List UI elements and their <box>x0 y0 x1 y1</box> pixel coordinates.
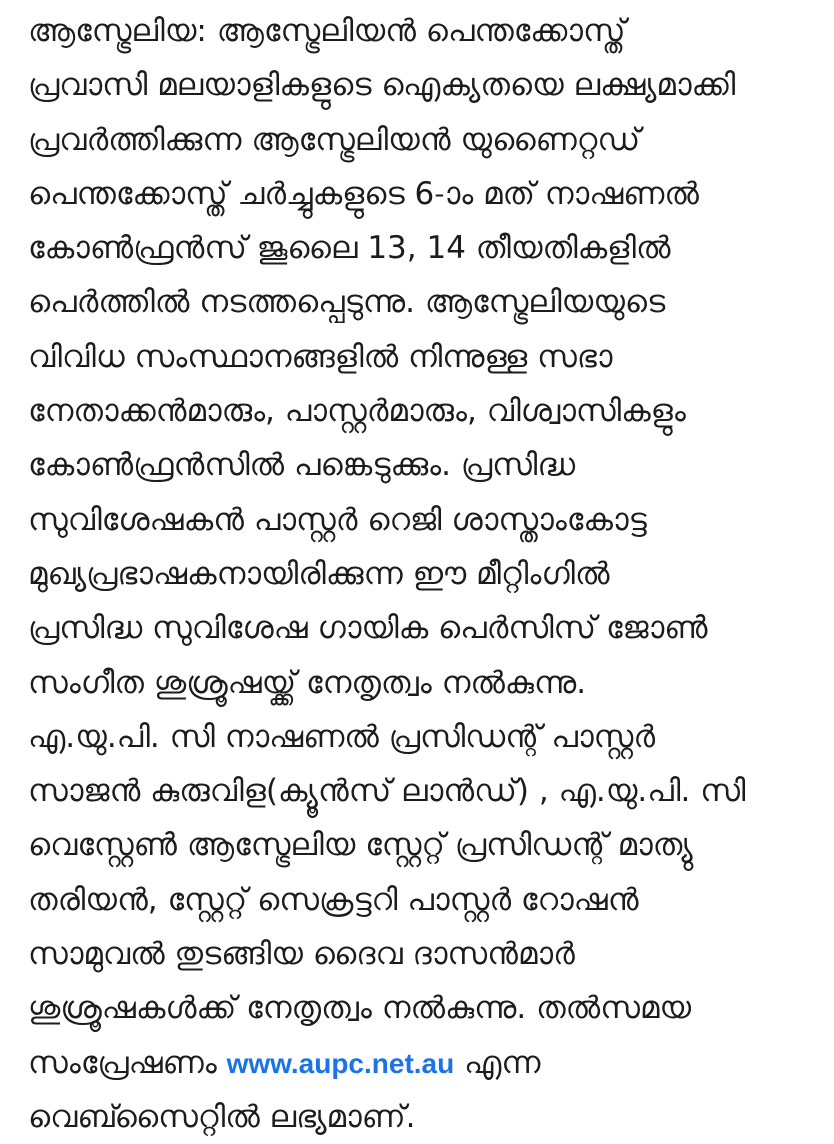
text-line: സാമുവൽ തുടങ്ങിയ ദൈവ ദാസൻമാർ <box>28 936 575 973</box>
broadcast-line <box>28 1036 828 1090</box>
text-line: പ്രസിദ്ധ സുവിശേഷ ഗായിക പെർസിസ് ജോൺ <box>28 610 708 647</box>
text-line: പെർത്തിൽ നടത്തപ്പെടുന്നു. ആസ്ട്രേലിയയുടെ <box>28 284 666 321</box>
text-line: ശുശ്രൂഷകൾക്ക് നേതൃത്വം നൽകുന്നു. തൽസമയ <box>28 990 692 1027</box>
text-line: വെബ്സൈറ്റിൽ ലഭ്യമാണ്. <box>28 1098 416 1135</box>
text-line: സംഗീത ശുശ്രൂഷയ്ക്ക് നേതൃത്വം നൽകുന്നു. <box>28 664 587 701</box>
text-line: തരിയൻ, സ്റ്റേറ്റ് സെക്രട്ടറി പാസ്റ്റർ റോഷൻ <box>28 881 639 918</box>
text-line: എ.യു.പി. സി നാഷണൽ പ്രസിഡന്റ് പാസ്റ്റർ <box>28 718 656 755</box>
text-line: കോൺഫ്രൻസ് ജൂലൈ 13, 14 തീയതികളിൽ <box>28 230 671 267</box>
text-line: കോൺഫ്രൻസിൽ പങ്കെടുക്കും. പ്രസിദ്ധ <box>28 447 576 484</box>
text-line: നേതാക്കൻമാരും, പാസ്റ്റർമാരും, വിശ്വാസികളും <box>28 393 686 430</box>
text-line: ആസ്ട്രേലിയ: ആസ്ട്രേലിയൻ പെന്തക്കോസ്ത് <box>28 13 626 49</box>
broadcast-prefix: സംപ്രേഷണം <box>28 1044 227 1081</box>
text-line: വെസ്റ്റേൺ ആസ്ട്രേലിയ സ്റ്റേറ്റ് പ്രസിഡന്റ് മാത്യു <box>28 827 693 864</box>
text-line: പ്രവർത്തിക്കുന്ന ആസ്ട്രേലിയൻ യുണൈറ്റഡ് <box>28 121 641 158</box>
broadcast-suffix: എന്ന <box>454 1044 541 1081</box>
text-line: സുവിശേഷകൻ പാസ്റ്റർ റെജി ശാസ്താംകോട്ട <box>28 501 647 538</box>
text-line: മുഖ്യപ്രഭാഷകനായിരിക്കുന്ന ഈ മീറ്റിംഗിൽ <box>28 555 610 592</box>
text-line: പെന്തക്കോസ്ത് ചർച്ചുകളുടെ 6-ാം മത് നാഷണൽ <box>28 175 699 212</box>
text-line: വിവിധ സംസ്ഥാനങ്ങളിൽ നിന്നുള്ള സഭാ <box>28 338 613 375</box>
website-link[interactable]: www.aupc.net.au <box>226 1047 455 1079</box>
text-line: പ്രവാസി മലയാളികളുടെ ഐക്യതയെ ലക്ഷ്യമാക്കി <box>28 67 736 104</box>
article-body <box>28 4 828 1144</box>
text-line: സാജൻ കുരുവിള(ക്യൂൻസ് ലാൻഡ്) , എ.യു.പി. സി <box>28 773 746 810</box>
